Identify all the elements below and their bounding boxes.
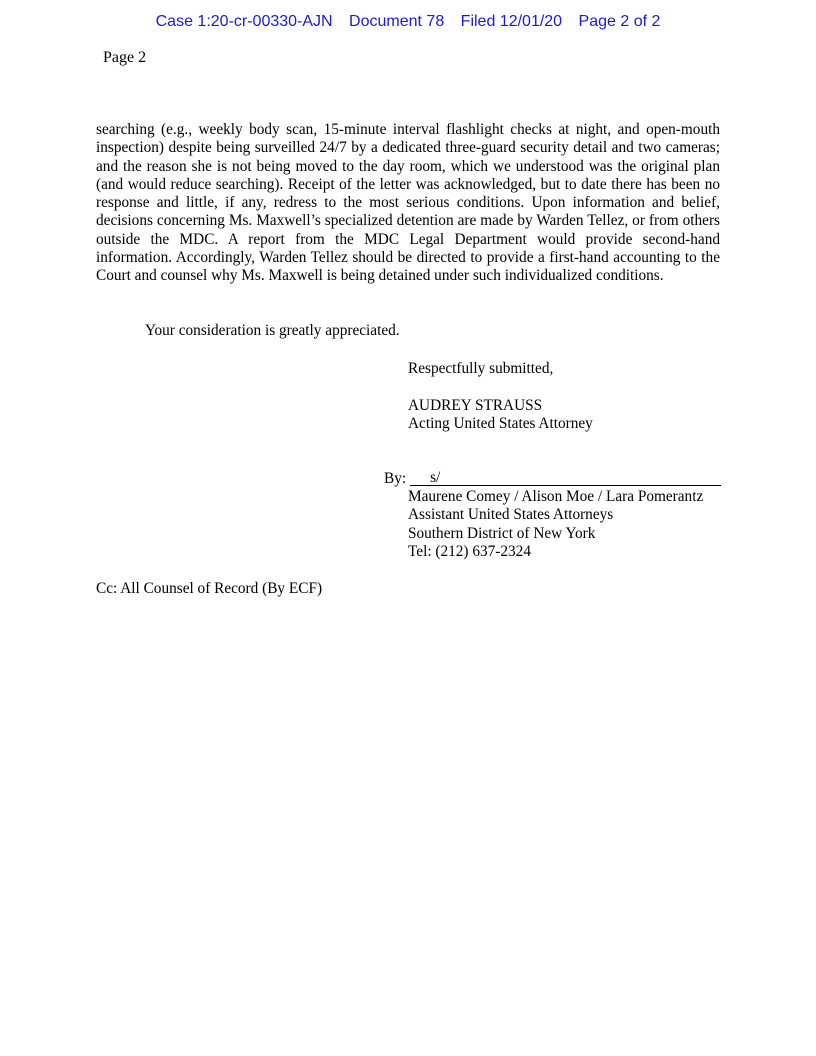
body-paragraph: searching (e.g., weekly body scan, 15-minute interval flashlight checks at night, and open-mouth inspection) despite being surveilled 24/7 by a dedicated three-guard security detail and two cameras; and the reason she is not being moved to the day room, which we understood was the original plan (and would reduce searching). Receipt of the letter was acknowledged, but to date there has been no response and little, if any, redress to the most serious conditions. Upon information and belief, decisions concerning Ms. Maxwell’s specialized detention are made by Warden Tellez, or from others outside the MDC. A report from the MDC Legal Department would provide second-hand information. Accordingly, Warden Tellez should be directed to provide a first-hand accounting to the Court and counsel why Ms. Maxwell is being detained under such individualized conditions. <box>96 121 720 285</box>
district: Southern District of New York <box>408 525 596 542</box>
by-label: By: <box>384 470 407 487</box>
signature-mark: s/ <box>430 469 441 486</box>
signature-by-line <box>384 470 721 488</box>
valediction: Respectfully submitted, <box>408 360 554 377</box>
page-label: Page 2 <box>103 49 147 66</box>
attorneys-title: Assistant United States Attorneys <box>408 506 614 523</box>
document-number: Document 78 <box>349 13 445 30</box>
cc-line: Cc: All Counsel of Record (By ECF) <box>96 580 323 597</box>
case-number: Case 1:20-cr-00330-AJN <box>155 13 333 30</box>
closing-line: Your consideration is greatly appreciated. <box>145 322 400 339</box>
telephone: Tel: (212) 637-2324 <box>408 543 531 560</box>
signer-title: Acting United States Attorney <box>408 415 593 432</box>
filed-date: Filed 12/01/20 <box>460 13 563 30</box>
signature-rule <box>410 470 721 486</box>
ecf-header <box>0 13 816 31</box>
signer-name: AUDREY STRAUSS <box>408 397 543 414</box>
page-count: Page 2 of 2 <box>578 13 661 30</box>
attorney-names: Maurene Comey / Alison Moe / Lara Pomerantz <box>408 488 704 505</box>
